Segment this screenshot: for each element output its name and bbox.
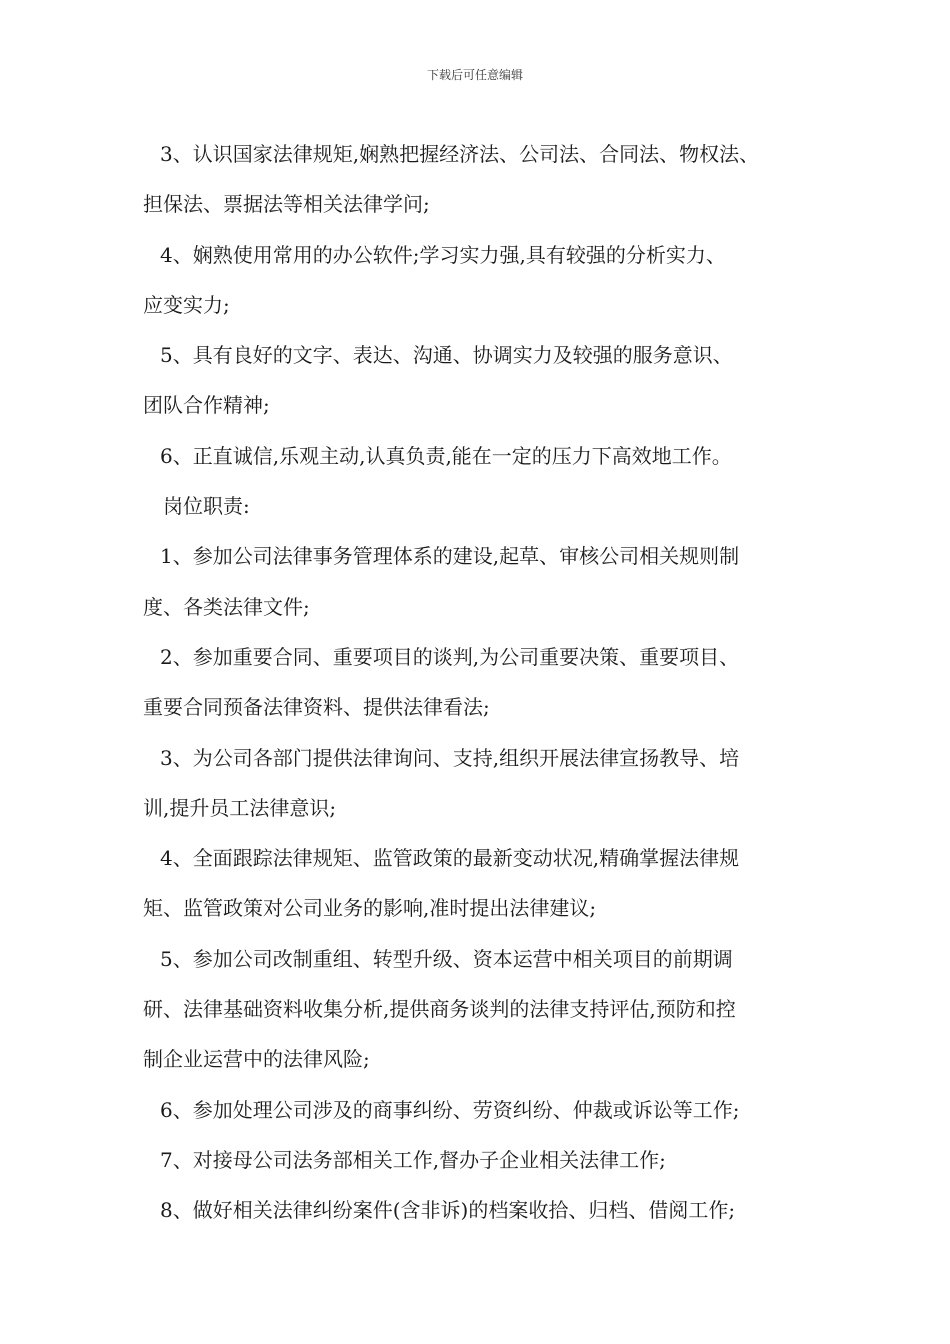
text-line: 4、娴熟使用常用的办公软件;学习实力强,具有较强的分析实力、 xyxy=(160,242,726,267)
text-line: 团队合作精神; xyxy=(143,393,270,418)
text-line: 4、全面跟踪法律规矩、监管政策的最新变动状况,精确掌握法律规 xyxy=(160,846,740,871)
text-line: 制企业运营中的法律风险; xyxy=(143,1047,370,1072)
text-line: 担保法、票据法等相关法律学问; xyxy=(143,192,430,217)
text-line: 训,提升员工法律意识; xyxy=(143,795,337,820)
text-line: 1、参加公司法律事务管理体系的建设,起草、审核公司相关规则制 xyxy=(160,544,740,569)
text-line: 2、参加重要合同、重要项目的谈判,为公司重要决策、重要项目、 xyxy=(160,644,740,669)
text-line: 矩、监管政策对公司业务的影响,准时提出法律建议; xyxy=(143,896,597,921)
text-line: 8、做好相关法律纠纷案件(含非诉)的档案收拾、归档、借阅工作; xyxy=(160,1198,736,1223)
text-line: 5、具有良好的文字、表达、沟通、协调实力及较强的服务意识、 xyxy=(160,343,733,368)
text-line: 5、参加公司改制重组、转型升级、资本运营中相关项目的前期调 xyxy=(160,946,733,971)
text-line: 应变实力; xyxy=(143,292,230,317)
document-body xyxy=(143,129,833,1236)
text-line: 3、认识国家法律规矩,娴熟把握经济法、公司法、合同法、物权法、 xyxy=(160,142,760,166)
text-line: 7、对接母公司法务部相关工作,督办子企业相关法律工作; xyxy=(160,1147,666,1172)
text-line: 度、各类法律文件; xyxy=(143,594,310,619)
text-line: 重要合同预备法律资料、提供法律看法; xyxy=(143,695,490,720)
text-line: 3、为公司各部门提供法律询问、支持,组织开展法律宣扬教导、培 xyxy=(160,745,740,770)
text-line: 研、法律基础资料收集分析,提供商务谈判的法律支持评估,预防和控 xyxy=(143,997,736,1022)
text-line: 岗位职责: xyxy=(163,494,250,519)
text-line: 6、参加处理公司涉及的商事纠纷、劳资纠纷、仲裁或诉讼等工作; xyxy=(160,1097,740,1122)
page-header: 下载后可任意编辑 xyxy=(426,68,523,82)
text-line: 6、正直诚信,乐观主动,认真负责,能在一定的压力下高效地工作。 xyxy=(160,443,732,468)
